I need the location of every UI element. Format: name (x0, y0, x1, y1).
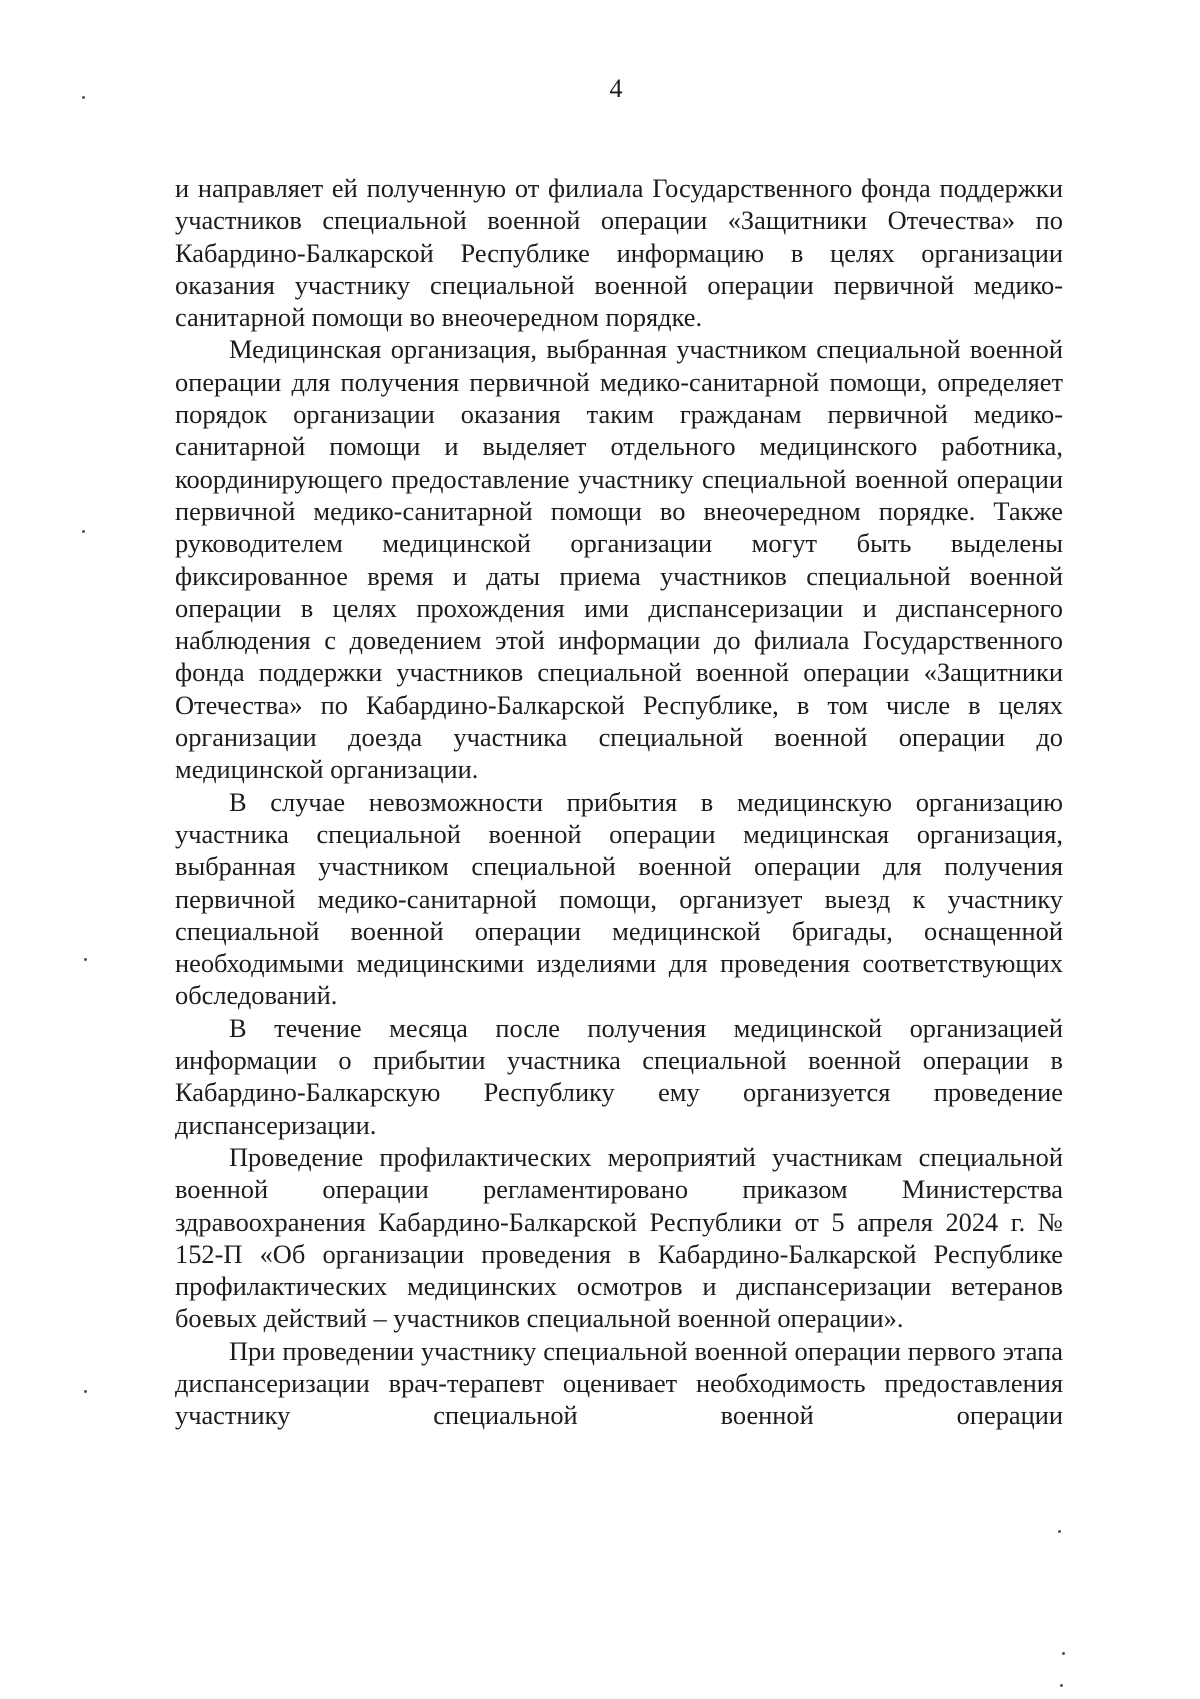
scan-speck (84, 958, 87, 961)
paragraph-3: В случае невозможности прибытия в медицинскую организацию участника специальной военной операции медицинская организация, выбранная участником специальной военной операции для получения первичной медико-санитарной помощи, организует выезд к участнику специальной военной операции медицинской бригады, оснащенной необходимыми медицинскими изделиями для проведения соответствующих обследований. (175, 786, 1063, 1011)
scan-speck (82, 96, 85, 99)
scan-speck (1062, 1652, 1065, 1655)
paragraph-6: При проведении участнику специальной военной операции первого этапа диспансеризации врач-терапевт оценивает необходимость предоставления участнику специальной военной операции (175, 1335, 1063, 1431)
page-number: 4 (609, 74, 623, 103)
scan-speck (1060, 1684, 1063, 1687)
scan-speck (82, 530, 85, 533)
document-body (175, 172, 1063, 1432)
scan-speck (1058, 1530, 1061, 1533)
paragraph-2: Медицинская организация, выбранная участником специальной военной операции для получения первичной медико-санитарной помощи, определяет порядок организации оказания таким гражданам первичной медико-санитарной помощи и выделяет отдельного медицинского работника, координирующего предоставление участнику специальной военной операции первичной медико-санитарной помощи во внеочередном порядке. Также руководителем медицинской организации могут быть выделены фиксированное время и даты приема участников специальной военной операции в целях прохождения ими диспансеризации и диспансерного наблюдения с доведением этой информации до филиала Государственного фонда поддержки участников специальной военной операции «Защитники Отечества» по Кабардино-Балкарской Республике, в том числе в целях организации доезда участника специальной военной операции до медицинской организации. (175, 334, 1063, 785)
paragraph-1: и направляет ей полученную от филиала Государственного фонда поддержки участников специальной военной операции «Защитники Отечества» по Кабардино-Балкарской Республике информацию в целях организации оказания участнику специальной военной операции первичной медико-санитарной помощи во внеочередном порядке. (175, 173, 1063, 333)
paragraph-5: Проведение профилактических мероприятий участникам специальной военной операции регламентировано приказом Министерства здравоохранения Кабардино-Балкарской Республики от 5 апреля 2024 г. № 152-П «Об организации проведения в Кабардино-Балкарской Республике профилактических медицинских осмотров и диспансеризации ветеранов боевых действий – участников специальной военной операции». (175, 1141, 1063, 1334)
scan-speck (84, 1390, 87, 1393)
paragraph-4: В течение месяца после получения медицинской организацией информации о прибытии участника специальной военной операции в Кабардино-Балкарскую Республику ему организуется проведение диспансеризации. (175, 1012, 1063, 1140)
